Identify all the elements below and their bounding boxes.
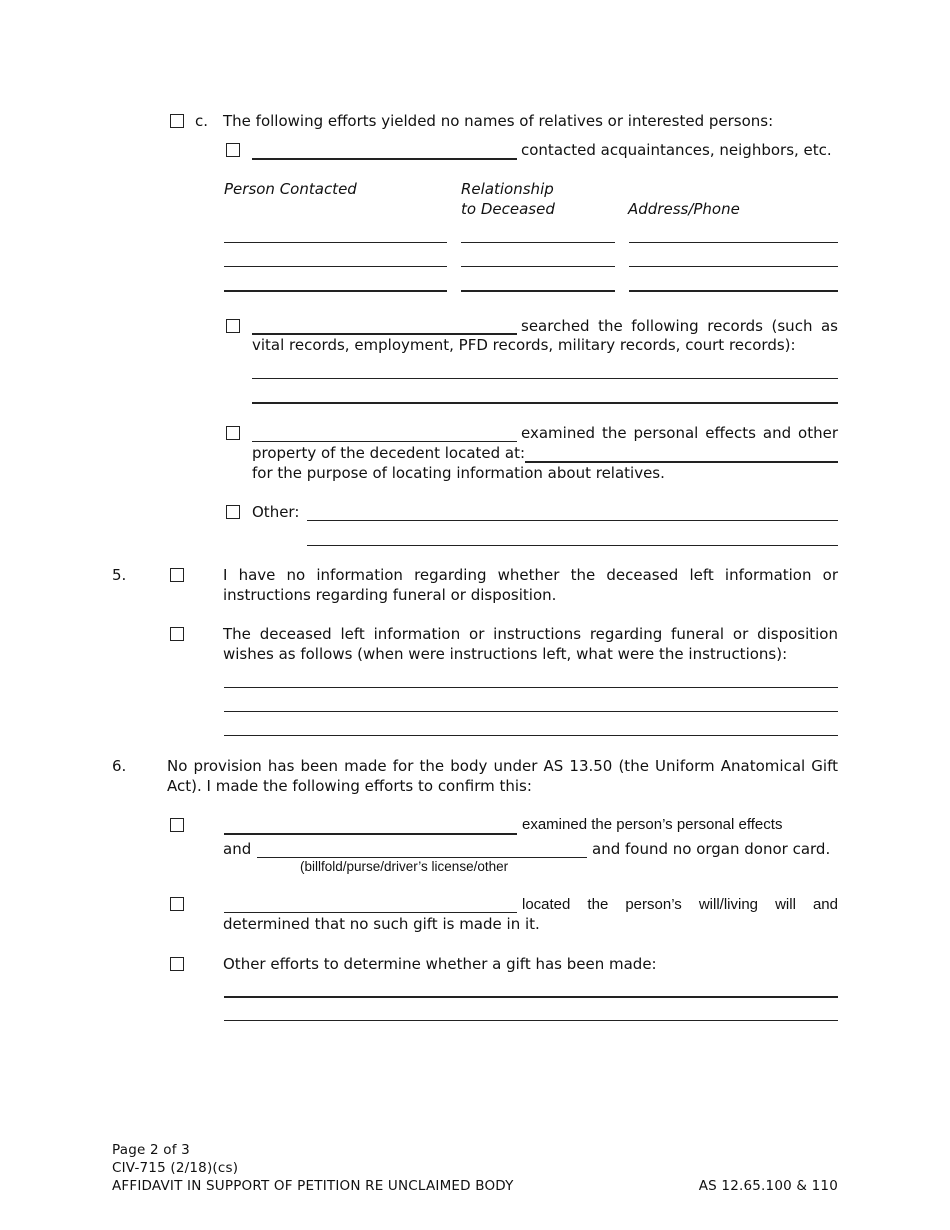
item6-opt2-line2: determined that no such gift is made in it. (223, 915, 540, 933)
examined-text-line3: for the purpose of locating information about relatives. (252, 464, 665, 482)
searched-text-line2: vital records, employment, PFD records, military records, court records): (252, 336, 796, 354)
item-c-text: The following efforts yielded no names of relatives or interested persons: (223, 112, 774, 130)
searched-records-line-1[interactable] (252, 378, 838, 379)
item-c-letter: c. (195, 112, 209, 130)
checkbox-left-instructions[interactable] (170, 627, 184, 641)
other-efforts-line-1[interactable] (224, 996, 838, 998)
examined-effects-name-line[interactable] (224, 833, 517, 835)
item6-opt1-text: examined the person’s personal effects (522, 816, 783, 833)
item6-line2: Act). I made the following efforts to confirm this: (167, 777, 532, 795)
examined-location-line[interactable] (525, 461, 838, 463)
examined-text-line2: property of the decedent located at: (252, 444, 526, 462)
checkbox-item-c[interactable] (170, 114, 184, 128)
col-person-contacted: Person Contacted (224, 180, 357, 198)
item5-opt1-line1: I have no information regarding whether the deceased left information or (223, 566, 838, 584)
person-line-3[interactable] (224, 290, 447, 292)
address-line-1[interactable] (629, 242, 838, 243)
checkbox-examined-effects[interactable] (170, 818, 184, 832)
checkbox-no-information[interactable] (170, 568, 184, 582)
item5-opt1-line2: instructions regarding funeral or disposition. (223, 586, 557, 604)
other-label: Other: (252, 503, 300, 521)
relationship-line-1[interactable] (461, 242, 615, 243)
col-relationship-1: Relationship (461, 180, 554, 198)
searched-text-line1: searched the following records (such as (521, 317, 838, 335)
col-address-phone: Address/Phone (628, 200, 740, 218)
footer-form-code: CIV-715 (2/18)(cs) (112, 1160, 239, 1176)
examined-text-line1: examined the personal effects and other (521, 424, 838, 442)
checkbox-other-efforts[interactable] (170, 957, 184, 971)
item-6-number: 6. (112, 757, 127, 775)
searched-records-line-2[interactable] (252, 402, 838, 404)
instructions-line-3[interactable] (224, 735, 838, 736)
instructions-line-2[interactable] (224, 711, 838, 712)
item6-line1: No provision has been made for the body under AS 13.50 (the Uniform Anatomical Gift (167, 757, 838, 775)
person-line-2[interactable] (224, 266, 447, 267)
searched-name-line[interactable] (252, 333, 517, 335)
item6-opt2-line1: located the person’s will/living will and (522, 896, 838, 913)
item6-opt1-end: and found no organ donor card. (592, 840, 831, 858)
examined-name-line[interactable] (252, 441, 517, 442)
checkbox-searched[interactable] (226, 319, 240, 333)
relationship-line-3[interactable] (461, 290, 615, 292)
footer-form-title: AFFIDAVIT IN SUPPORT OF PETITION RE UNCLAIMED BODY (112, 1178, 514, 1194)
effects-type-line[interactable] (257, 857, 587, 858)
checkbox-located-will[interactable] (170, 897, 184, 911)
address-line-2[interactable] (629, 266, 838, 267)
relationship-line-2[interactable] (461, 266, 615, 267)
item-5-number: 5. (112, 566, 127, 584)
located-will-name-line[interactable] (224, 912, 517, 913)
checkbox-contacted[interactable] (226, 143, 240, 157)
col-relationship-2: to Deceased (461, 200, 555, 218)
checkbox-examined[interactable] (226, 426, 240, 440)
checkbox-other[interactable] (226, 505, 240, 519)
contacted-name-line[interactable] (252, 158, 517, 160)
item6-opt1-and: and (223, 840, 252, 858)
other-line-1[interactable] (307, 520, 838, 521)
item6-opt3-text: Other efforts to determine whether a gift has been made: (223, 955, 657, 973)
item6-opt1-hint: (billfold/purse/driver’s license/other (300, 859, 509, 874)
address-line-3[interactable] (629, 290, 838, 292)
item5-opt2-line2: wishes as follows (when were instructions left, what were the instructions): (223, 645, 788, 663)
footer-statute: AS 12.65.100 & 110 (698, 1178, 838, 1194)
footer-page-number: Page 2 of 3 (112, 1142, 190, 1158)
instructions-line-1[interactable] (224, 687, 838, 688)
other-efforts-line-2[interactable] (224, 1020, 838, 1021)
item5-opt2-line1: The deceased left information or instructions regarding funeral or disposition (223, 625, 838, 643)
person-line-1[interactable] (224, 242, 447, 243)
contacted-label: contacted acquaintances, neighbors, etc. (521, 141, 832, 159)
other-line-2[interactable] (307, 545, 838, 546)
